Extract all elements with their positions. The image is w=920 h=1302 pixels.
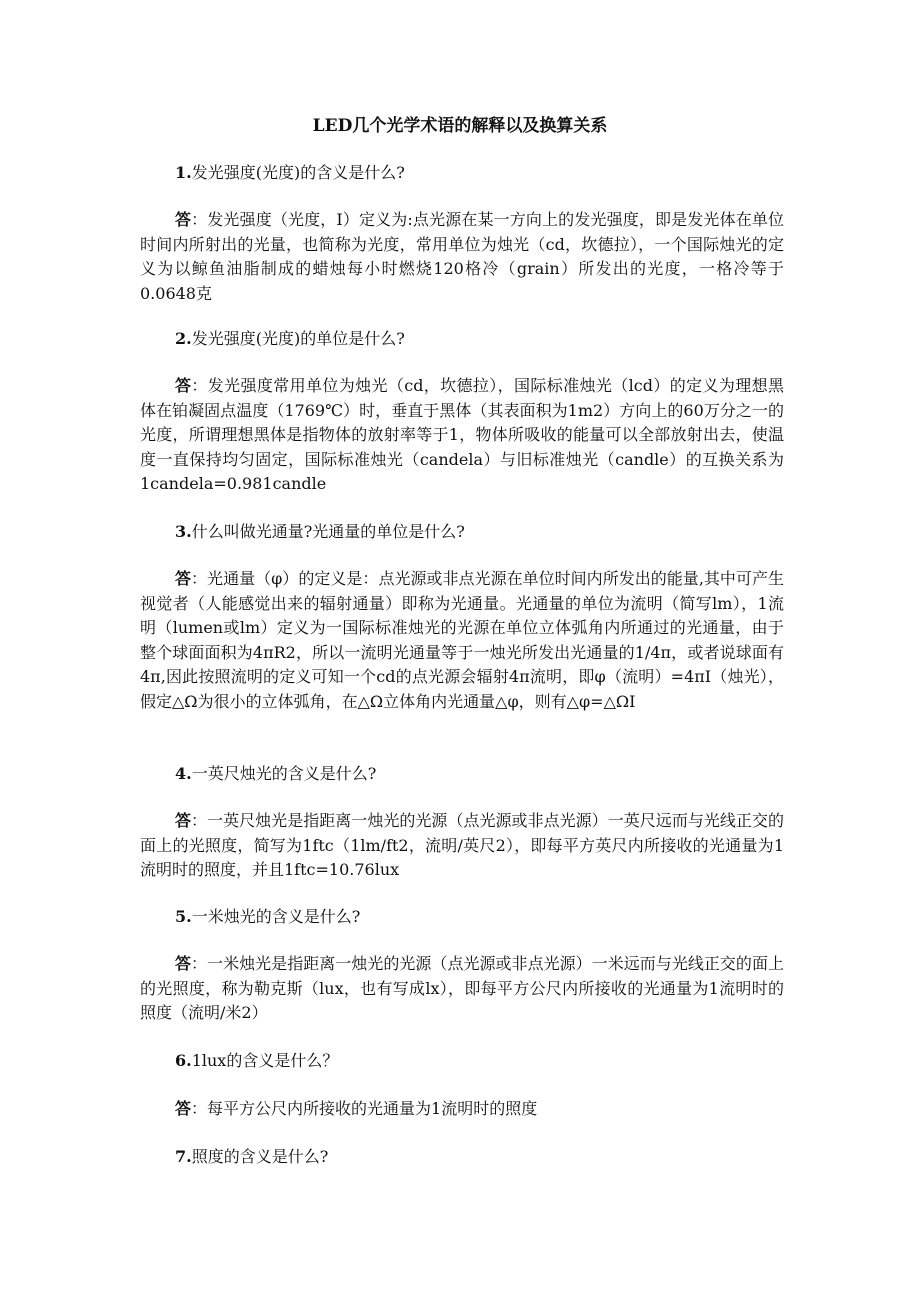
question-text: 1lux的含义是什么？ [191,1051,339,1070]
answer-label: 答 [175,210,192,229]
question-2 [175,327,795,351]
answer-label: 答 [175,811,192,830]
answer-label: 答 [175,954,192,973]
question-number: 1. [175,163,192,182]
answer-text: ：发光强度（光度，I）定义为:点光源在某一方向上的发光强度，即是发光体在单位时间内所射出的光量，也简称为光度，常用单位为烛光（cd，坎德拉），一个国际烛光的定义为以鲸鱼油脂制成的蜡烛每小时燃烧120格冷（grain）所发出的光度，一格冷等于0.0648克 [140,210,784,303]
question-text: 照度的含义是什么? [191,1147,329,1166]
question-text: 发光强度(光度)的含义是什么? [191,163,405,182]
question-number: 5. [175,907,192,926]
question-text: 什么叫做光通量?光通量的单位是什么? [191,522,465,541]
question-number: 2. [175,329,192,348]
question-number: 3. [175,522,192,541]
question-7 [175,1145,795,1169]
answer-text: ：每平方公尺内所接收的光通量为1流明时的照度 [191,1099,538,1118]
answer-3 [140,567,784,715]
answer-6 [140,1097,784,1122]
answer-label: 答 [175,376,192,395]
question-text: 一米烛光的含义是什么? [191,907,361,926]
answer-5 [140,952,784,1026]
answer-4 [140,809,784,883]
answer-text: ：发光强度常用单位为烛光（cd，坎德拉），国际标准烛光（lcd）的定义为理想黑体在铂凝固点温度（1769℃）时，垂直于黑体（其表面积为1m2）方向上的60万分之一的光度，所谓理想黑体是指物体的放射率等于1，物体所吸收的能量可以全部放射出去，使温度一直保持均匀固定，国际标准烛光（candela）与旧标准烛光（candle）的互换关系为1candela=0.981candle [140,376,784,494]
question-6 [175,1049,795,1073]
answer-2 [140,374,784,497]
document-title: LED几个光学术语的解释以及换算关系 [312,116,608,136]
question-5 [175,905,795,929]
answer-text: ：一英尺烛光是指距离一烛光的光源（点光源或非点光源）一英尺远而与光线正交的面上的光照度，简写为1ftc（1lm/ft2，流明/英尺2），即每平方英尺内所接收的光通量为1流明时的照度，并且1ftc=10.76lux [140,811,784,880]
question-4 [175,762,795,786]
answer-1 [140,208,784,306]
answer-text: ：光通量（φ）的定义是：点光源或非点光源在单位时间内所发出的能量,其中可产生视觉者（人能感觉出来的辐射通量）即称为光通量。光通量的单位为流明（简写lm），1流明（lumen或lm）定义为一国际标准烛光的光源在单位立体弧角内所通过的光通量，由于整个球面面积为4πR2，所以一流明光通量等于一烛光所发出光通量的1/4π，或者说球面有4π,因此按照流明的定义可知一个cd的点光源会辐射4π流明，即φ（流明）=4πI（烛光），假定△Ω为很小的立体弧角，在△Ω立体角内光通量△φ，则有△φ=△ΩI [140,569,784,711]
question-3 [175,520,795,544]
answer-text: ：一米烛光是指距离一烛光的光源（点光源或非点光源）一米远而与光线正交的面上的光照度，称为勒克斯（lux，也有写成lx），即每平方公尺内所接收的光通量为1流明时的照度（流明/米2） [140,954,784,1023]
question-number: 6. [175,1051,192,1070]
question-text: 发光强度(光度)的单位是什么? [191,329,405,348]
question-1 [175,161,795,185]
question-number: 4. [175,764,192,783]
answer-label: 答 [175,569,192,588]
question-number: 7. [175,1147,192,1166]
question-text: 一英尺烛光的含义是什么? [191,764,377,783]
answer-label: 答 [175,1099,192,1118]
